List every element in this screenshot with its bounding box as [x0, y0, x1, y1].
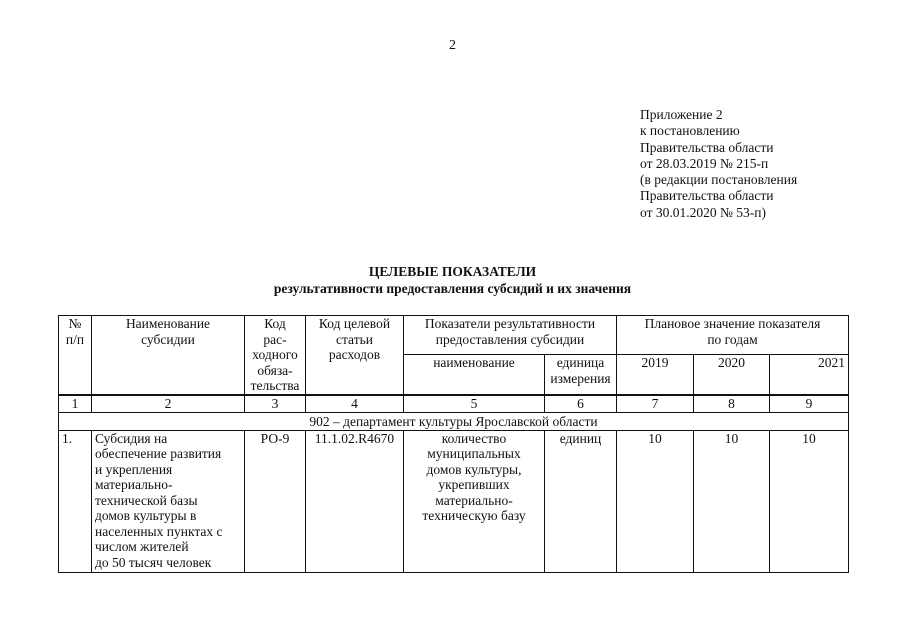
title-line-2: результативности предоставления субсидий и их значения	[273, 281, 632, 296]
header-year-2019: 2019	[617, 355, 694, 394]
header-row-1	[59, 316, 849, 355]
header-expense-code: Код рас- ходного обяза- тельства	[245, 316, 306, 395]
column-number: 4	[306, 395, 404, 412]
header-year-2020: 2020	[694, 355, 770, 394]
row-value-2021: 10	[770, 430, 849, 573]
column-number: 7	[617, 395, 694, 412]
appendix-line: от 30.01.2020 № 53-п)	[640, 204, 766, 220]
department-row	[59, 412, 849, 430]
appendix-line: Правительства области	[640, 139, 774, 155]
department-cell: 902 – департамент культуры Ярославской области	[59, 412, 849, 430]
column-number: 8	[694, 395, 770, 412]
header-year-2021: 2021	[770, 355, 849, 394]
appendix-line: к постановлению	[640, 123, 740, 139]
appendix-line: Правительства области	[640, 188, 774, 204]
column-number: 3	[245, 395, 306, 412]
row-unit: единиц	[545, 430, 617, 573]
page-number: 2	[449, 38, 456, 53]
title-line-1: ЦЕЛЕВЫЕ ПОКАЗАТЕЛИ	[368, 264, 537, 279]
header-planned: Плановое значение показателя по годам	[617, 316, 849, 355]
indicators-table	[58, 315, 849, 573]
column-number-row	[59, 395, 849, 412]
appendix-line: Приложение 2	[640, 107, 723, 122]
column-number: 2	[92, 395, 245, 412]
header-name: Наименование субсидии	[92, 316, 245, 395]
column-number: 6	[545, 395, 617, 412]
appendix-line: от 28.03.2019 № 215-п	[640, 155, 769, 171]
header-target-code: Код целевой статьи расходов	[306, 316, 404, 395]
row-num: 1.	[59, 430, 92, 573]
row-value-2020: 10	[694, 430, 770, 573]
column-number: 1	[59, 395, 92, 412]
row-target-code: 11.1.02.R4670	[306, 430, 404, 573]
appendix-line: (в редакции постановления	[640, 172, 798, 188]
header-indicator-unit: единица измерения	[545, 355, 617, 394]
header-indicators: Показатели результативности предоставления субсидии	[404, 316, 617, 355]
column-number: 5	[404, 395, 545, 412]
row-value-2019: 10	[617, 430, 694, 573]
table-row	[59, 430, 849, 573]
header-num: № п/п	[59, 316, 92, 395]
document-title	[0, 263, 905, 297]
column-number: 9	[770, 395, 849, 412]
row-expense-code: РО-9	[245, 430, 306, 573]
row-indicator-name: количество муниципальных домов культуры, укрепивших материально- техническую базу	[404, 430, 545, 573]
row-subsidy-name: Субсидия на обеспечение развития и укрепления материально- технической базы домов культуры в населенных пунктах с числом жителей до 50 тысяч человек	[92, 430, 245, 573]
appendix-block	[640, 107, 797, 221]
header-indicator-name: наименование	[404, 355, 545, 394]
